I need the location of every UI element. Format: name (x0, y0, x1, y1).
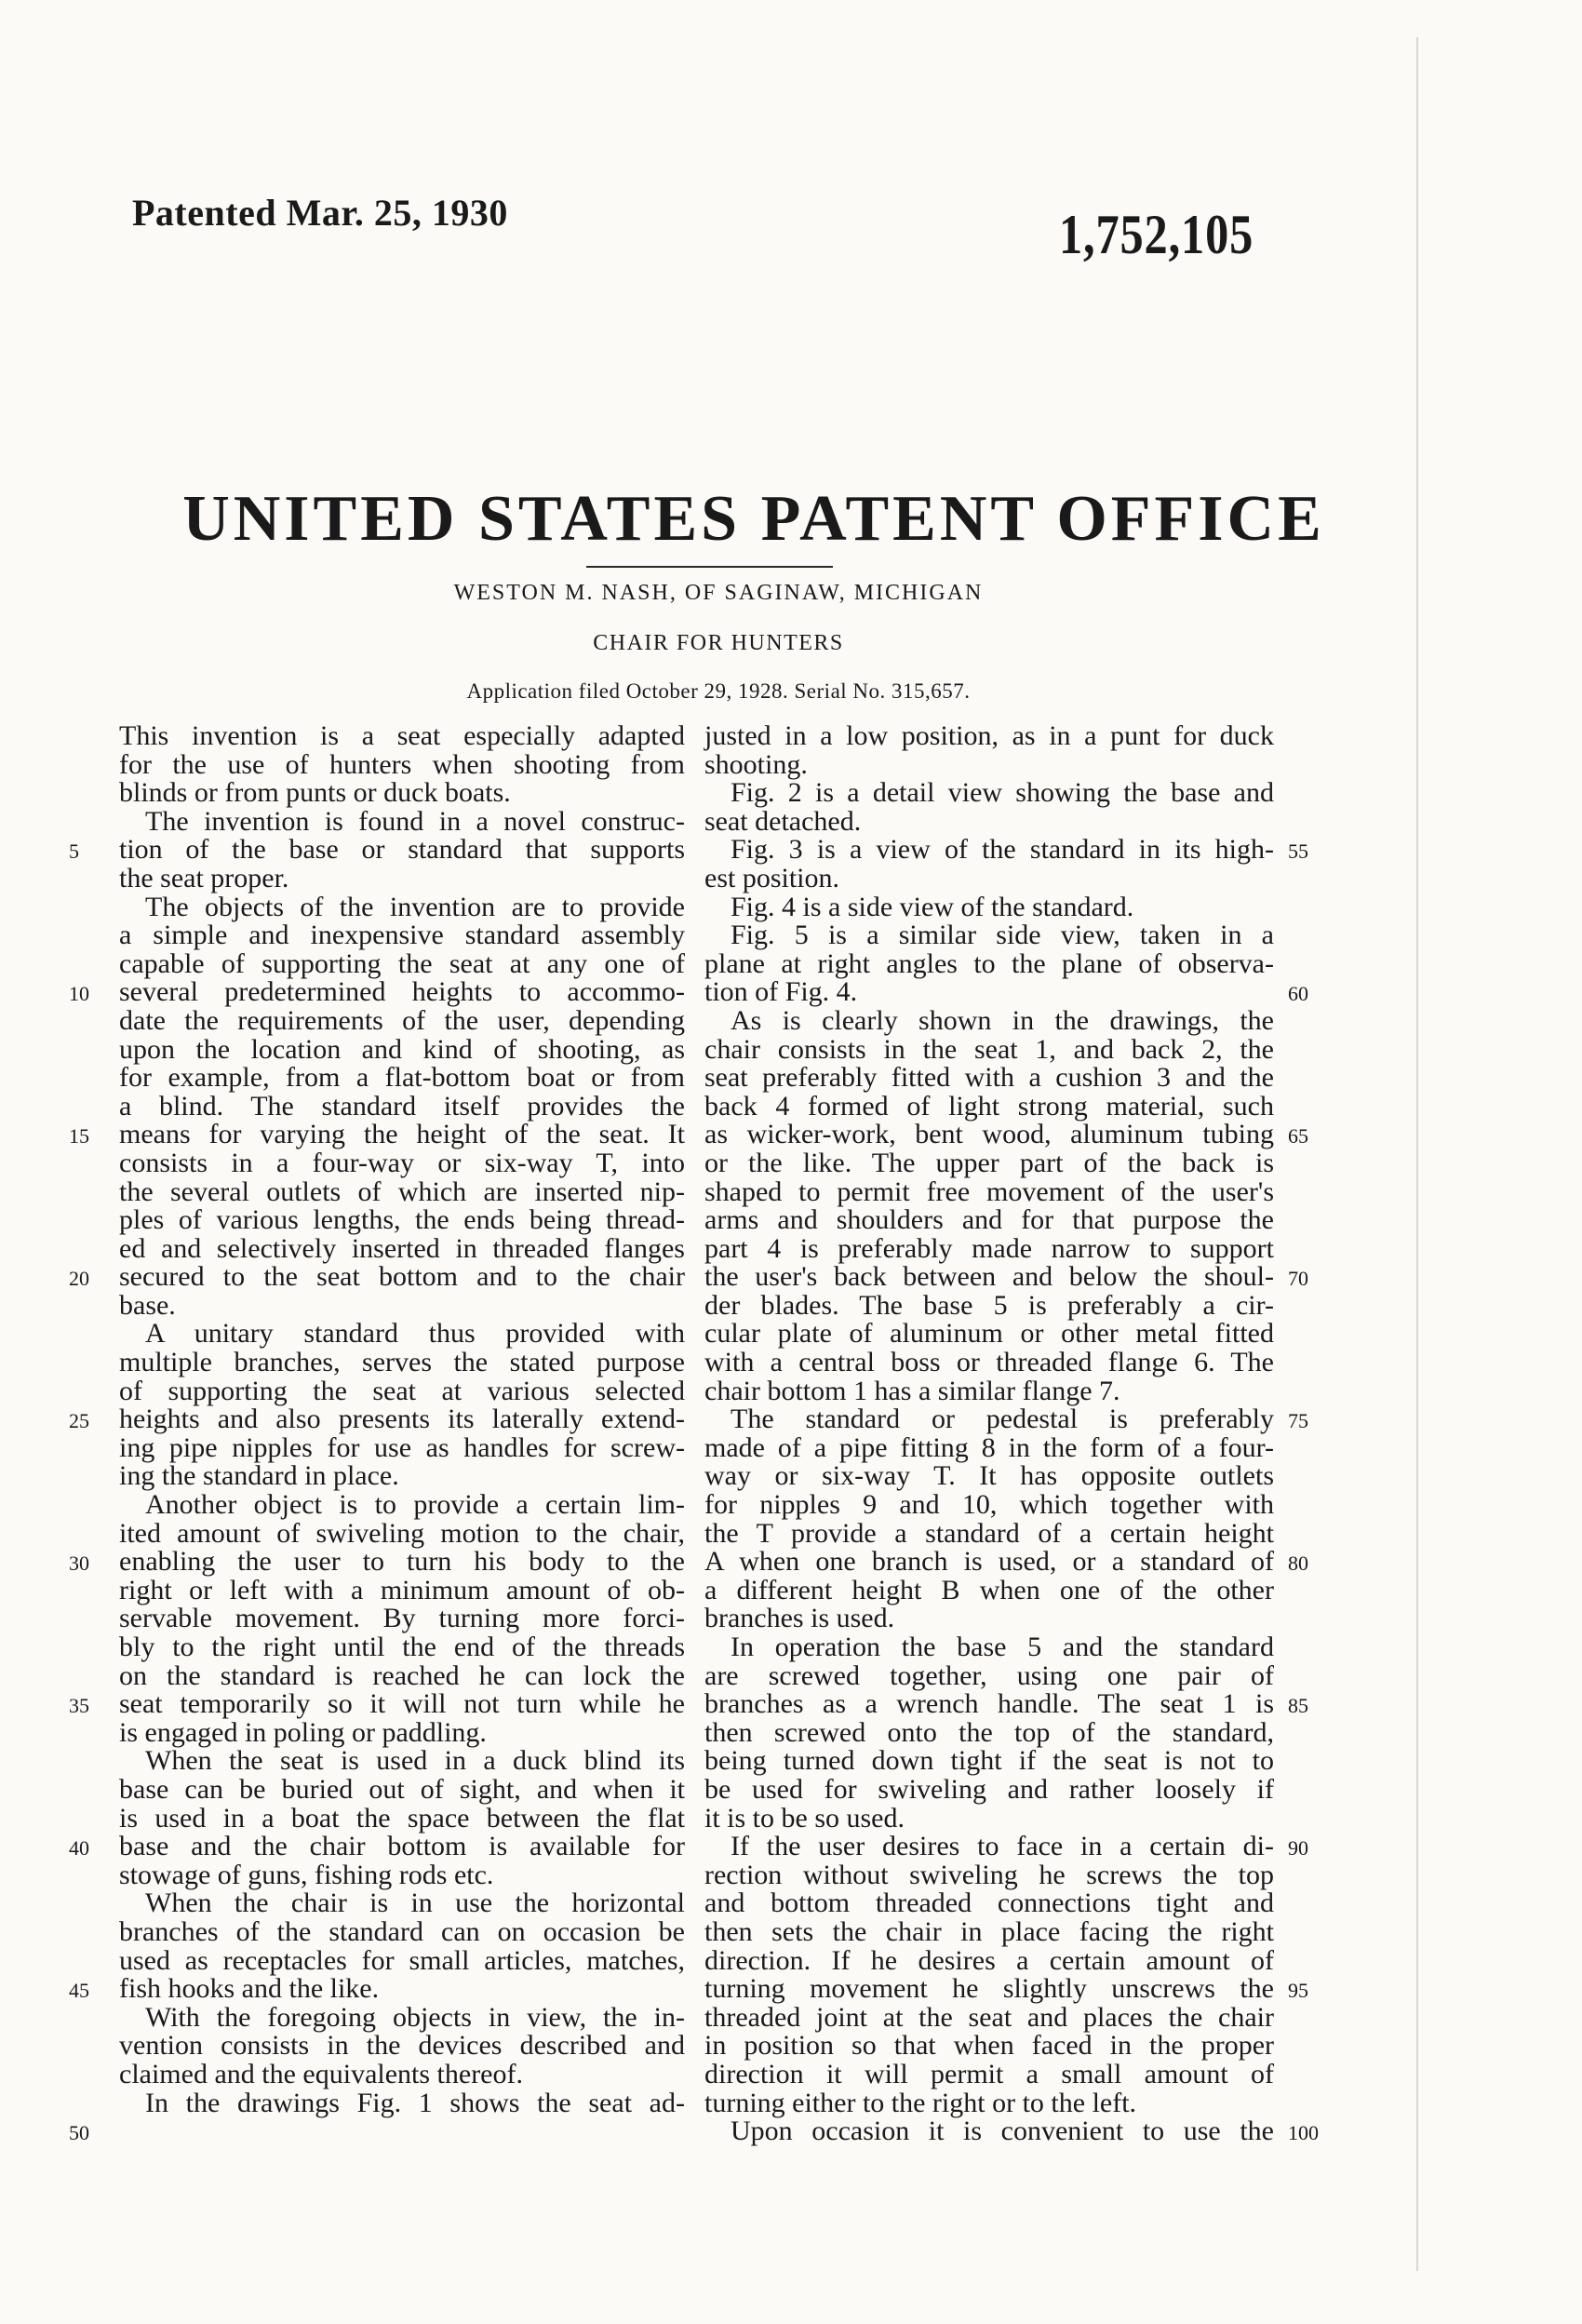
right-column-line: as wicker-work, bent wood, aluminum tubing (704, 1119, 1274, 1150)
application-text: Application filed October 29, 1928. Serial No. 315,657. (466, 679, 971, 703)
right-column-line: a different height B when one of the other (704, 1574, 1274, 1605)
left-column-line: consists in a four-way or six-way T, into (119, 1147, 685, 1178)
right-column-line: Fig. 2 is a detail view showing the base and (731, 777, 1274, 809)
left-column-line: heights and also presents its laterally extend- (119, 1404, 685, 1435)
line-number: 15 (69, 1124, 89, 1149)
patented-date: Patented Mar. 25, 1930 (132, 192, 508, 234)
right-column-line: with a central boss or threaded flange 6. The (704, 1347, 1274, 1378)
left-column-line: fish hooks and the like. (119, 1973, 380, 2005)
left-column-line: upon the location and kind of shooting, as (119, 1033, 685, 1065)
left-column-line: is engaged in poling or paddling. (119, 1716, 487, 1748)
left-column-line: tion of the base or standard that supports (119, 834, 685, 866)
right-column-line: shaped to permit free movement of the user's (704, 1175, 1274, 1207)
right-column-line: back 4 formed of light strong material, such (704, 1090, 1274, 1122)
left-column-line: means for varying the height of the seat. It (119, 1119, 685, 1150)
line-number: 90 (1288, 1836, 1308, 1861)
right-column-line: tion of Fig. 4. (704, 976, 858, 1008)
heading-divider (586, 566, 833, 568)
inventor-text: WESTON M. NASH, OF SAGINAW, MICHIGAN (453, 581, 984, 605)
office-heading-text: UNITED STATES PATENT OFFICE (182, 483, 1325, 555)
line-number: 55 (1288, 840, 1308, 864)
left-column-line: Another object is to provide a certain lim- (145, 1489, 685, 1521)
left-column-line: for example, from a flat-bottom boat or from (119, 1062, 685, 1094)
left-column-line: vention consists in the devices described and (119, 2030, 685, 2062)
left-column-line: right or left with a minimum amount of ob- (119, 1574, 685, 1605)
left-column-line: blinds or from punts or duck boats. (119, 777, 511, 809)
right-column-line: turning movement he slightly unscrews the (704, 1973, 1274, 2005)
office-heading (0, 482, 1582, 557)
line-number: 30 (69, 1552, 89, 1576)
line-number: 25 (69, 1409, 89, 1433)
left-column-line: for the use of hunters when shooting from (119, 748, 685, 780)
left-column-line: is used in a boat the space between the flat (119, 1802, 685, 1834)
left-column-line: With the foregoing objects in view, the in- (145, 2001, 685, 2033)
line-number: 85 (1288, 1694, 1308, 1718)
right-column-line: Fig. 5 is a similar side view, taken in a (731, 920, 1274, 951)
right-column-line: cular plate of aluminum or other metal fitted (704, 1318, 1274, 1350)
left-column-line: When the seat is used in a duck blind its (145, 1745, 685, 1777)
right-column-line: be used for swiveling and rather loosely if (704, 1773, 1274, 1805)
left-column-line: secured to the seat bottom and to the chair (119, 1261, 685, 1293)
left-column-line: base can be buried out of sight, and when it (119, 1773, 685, 1805)
left-column-line: ing pipe nipples for use as handles for screw- (119, 1431, 685, 1463)
line-number: 35 (69, 1694, 89, 1718)
right-column-line: chair bottom 1 has a similar flange 7. (704, 1375, 1120, 1406)
left-column (119, 722, 685, 2117)
left-column-line: used as receptacles for small articles, matches, (119, 1944, 685, 1976)
right-column-line: The standard or pedestal is preferably (731, 1404, 1274, 1435)
right-column-line: it is to be so used. (704, 1802, 905, 1834)
right-column-line: If the user desires to face in a certain di- (731, 1831, 1274, 1862)
left-column-line: bly to the right until the end of the threads (119, 1632, 685, 1662)
left-column-line: on the standard is reached he can lock the (119, 1659, 685, 1691)
left-column-line: This invention is a seat especially adapted (119, 720, 685, 751)
line-number: 60 (1288, 982, 1308, 1006)
left-column-line: The objects of the invention are to provide (145, 891, 685, 922)
left-column-line: servable movement. By turning more forci- (119, 1603, 685, 1634)
line-number: 70 (1288, 1267, 1308, 1291)
left-column-line: base and the chair bottom is available for (119, 1831, 685, 1862)
right-column-line: A when one branch is used, or a standard of (704, 1546, 1274, 1578)
line-number: 20 (69, 1267, 89, 1291)
margin-rule (1416, 37, 1418, 2271)
left-column-line: The invention is found in a novel construc- (145, 805, 685, 837)
right-column-line: Fig. 4 is a side view of the standard. (731, 891, 1134, 922)
line-number: 65 (1288, 1124, 1308, 1149)
right-column-line: turning either to the right or to the left. (704, 2087, 1137, 2118)
left-column-line: the several outlets of which are inserted nip- (119, 1175, 685, 1207)
invention-title-text: CHAIR FOR HUNTERS (593, 631, 844, 655)
right-column-line: threaded joint at the seat and places the chair (704, 2001, 1274, 2033)
right-column-line: way or six-way T. It has opposite outlets (704, 1460, 1274, 1492)
right-column-line: direction. If he desires a certain amount of (704, 1944, 1274, 1976)
left-column-line: A unitary standard thus provided with (145, 1318, 685, 1350)
patent-number: 1,752,105 (1059, 204, 1254, 265)
right-column-line: shooting. (704, 748, 808, 780)
left-column-line: stowage of guns, fishing rods etc. (119, 1859, 494, 1890)
left-column-line: of supporting the seat at various selected (119, 1375, 685, 1406)
right-column-line: chair consists in the seat 1, and back 2, the (704, 1033, 1274, 1065)
right-column-line: In operation the base 5 and the standard (731, 1632, 1274, 1662)
right-column-line: for nipples 9 and 10, which together with (704, 1489, 1274, 1521)
right-column (704, 722, 1274, 2146)
right-column-line: part 4 is preferably made narrow to support (704, 1232, 1274, 1264)
left-column-line: multiple branches, serves the stated purpose (119, 1347, 685, 1378)
line-number: 80 (1288, 1552, 1308, 1576)
line-number: 95 (1288, 1979, 1308, 2003)
line-number: 10 (69, 982, 89, 1006)
left-column-line: ed and selectively inserted in threaded flanges (119, 1232, 685, 1264)
left-column-line: claimed and the equivalents thereof. (119, 2058, 523, 2089)
left-column-line: base. (119, 1289, 176, 1321)
left-column-line: enabling the user to turn his body to the (119, 1546, 685, 1578)
line-number: 50 (69, 2121, 89, 2145)
right-column-line: est position. (704, 862, 840, 893)
left-column-line: a simple and inexpensive standard assembly (119, 920, 685, 951)
right-column-line: the user's back between and below the shoul- (704, 1261, 1274, 1293)
left-column-line: date the requirements of the user, depending (119, 1004, 685, 1036)
left-column-line: seat temporarily so it will not turn while he (119, 1688, 685, 1720)
right-column-line: then sets the chair in place facing the right (704, 1915, 1274, 1947)
inventor-line (0, 581, 1582, 606)
left-column-line: branches of the standard can on occasion be (119, 1915, 685, 1947)
right-column-line: direction it will permit a small amount of (704, 2058, 1274, 2089)
invention-title (0, 631, 1582, 656)
right-column-line: arms and shoulders and for that purpose the (704, 1204, 1274, 1236)
line-number: 75 (1288, 1409, 1308, 1433)
right-column-line: branches as a wrench handle. The seat 1 is (704, 1688, 1274, 1720)
left-column-line: the seat proper. (119, 862, 289, 893)
right-column-line: seat detached. (704, 805, 862, 837)
line-number: 40 (69, 1836, 89, 1861)
right-column-line: As is clearly shown in the drawings, the (731, 1004, 1274, 1036)
left-column-line: When the chair is in use the horizontal (145, 1887, 685, 1919)
right-column-line: or the like. The upper part of the back is (704, 1147, 1274, 1178)
right-column-line: Upon occasion it is convenient to use the (731, 2116, 1274, 2147)
right-column-line: plane at right angles to the plane of observa- (704, 947, 1274, 979)
line-number: 5 (69, 840, 79, 864)
line-number: 45 (69, 1979, 89, 2003)
right-column-line: being turned down tight if the seat is not to (704, 1745, 1274, 1777)
right-column-line: then screwed onto the top of the standard, (704, 1716, 1274, 1748)
application-line (0, 679, 1582, 704)
right-column-line: der blades. The base 5 is preferably a cir- (704, 1289, 1274, 1321)
right-column-line: rection without swiveling he screws the top (704, 1859, 1274, 1890)
left-column-line: a blind. The standard itself provides the (119, 1090, 685, 1122)
right-column-line: are screwed together, using one pair of (704, 1659, 1274, 1691)
right-column-line: justed in a low position, as in a punt for duck (704, 720, 1274, 751)
left-column-line: In the drawings Fig. 1 shows the seat ad- (145, 2087, 685, 2118)
right-column-line: Fig. 3 is a view of the standard in its high- (731, 834, 1274, 866)
right-column-line: branches is used. (704, 1603, 895, 1634)
right-column-line: in position so that when faced in the proper (704, 2030, 1274, 2062)
line-number: 100 (1288, 2121, 1319, 2145)
right-column-line: and bottom threaded connections tight and (704, 1887, 1274, 1919)
left-column-line: ing the standard in place. (119, 1460, 399, 1492)
left-column-line: several predetermined heights to accommo- (119, 976, 685, 1008)
left-column-line: ples of various lengths, the ends being thread- (119, 1204, 685, 1236)
left-column-line: ited amount of swiveling motion to the chair, (119, 1517, 685, 1549)
right-column-line: the T provide a standard of a certain height (704, 1517, 1274, 1549)
right-column-line: made of a pipe fitting 8 in the form of a four- (704, 1431, 1274, 1463)
right-column-line: seat preferably fitted with a cushion 3 and the (704, 1062, 1274, 1094)
left-column-line: capable of supporting the seat at any one of (119, 947, 685, 979)
